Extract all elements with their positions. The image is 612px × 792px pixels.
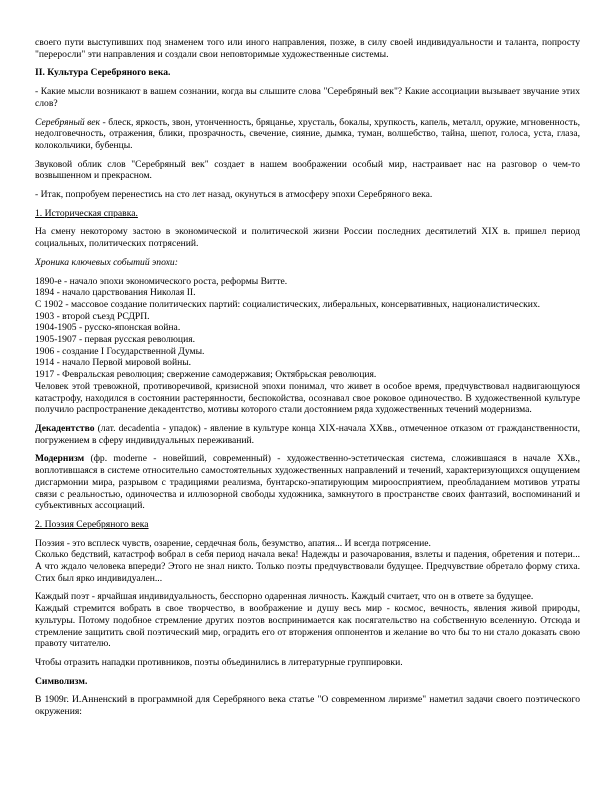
- symbolism-heading: Символизм.: [35, 675, 88, 687]
- chronicle-item: С 1902 - массовое создание политических партий: социалистических, либеральных, консервативных, националистических.: [35, 298, 541, 310]
- document-body: [35, 37, 580, 725]
- intro-paragraph: своего пути выступивших под знаменем того или иного направления, позже, в силу своей индивидуальности и таланта, попросту "переросли" эти направления и создали свои неповторимые художественные системы.: [35, 37, 580, 60]
- poetry-line: Поэзия - это всплеск чувств, озарение, сердечная боль, безумство, апатия... И всегда потрясение.: [35, 537, 431, 549]
- question-paragraph: - Какие мысли возникают в вашем сознании, когда вы слышите слова "Серебряный век"? Какие ассоциации вызывает звучание этих слов?: [35, 86, 580, 109]
- decadence-term: Декадентство: [35, 422, 95, 434]
- associations-paragraph: [35, 117, 580, 152]
- chronicle-item: 1894 - начало царствования Николая II.: [35, 287, 196, 299]
- poet-line: Каждый стремится вобрать в свое творчество, в воображение и душу весь мир - космос, вечность, явления живой природы, культуры. Потому подобное стремление других поэтов воспринимается как посягательство на собственную вселенную. Отсюда и стремление защитить свой поэтический мир, оградить его от вторжения оппонентов и желание во что бы то ни стало доказать свою правоту читателю.: [35, 603, 580, 650]
- modernism-term: Модернизм: [35, 453, 85, 465]
- poetry-line: Сколько бедствий, катастроф вобрал в себя период начала века! Надежды и разочарования, взлеты и падения, обретения и потери... А что ждало человека впереди? Этого не знал никто. Только поэты предчувствовали будущее. Предчувствие обретало форму стиха. Стих был ярко индивидуален...: [35, 549, 580, 584]
- chronicle-item: 1914 - начало Первой мировой войны.: [35, 357, 192, 369]
- chronicle-item: 1905-1907 - первая русская революция.: [35, 334, 196, 346]
- section-heading-culture: II. Культура Серебряного века.: [35, 67, 171, 79]
- decadence-text: (лат. decadentia - упадок) - явление в культуре конца XIX-начала XXвв., отмеченное отказом от гражданственности, погружением в сферу индивидуальных переживаний.: [35, 422, 580, 446]
- transfer-paragraph: - Итак, попробуем перенестись на сто лет назад, окунуться в атмосферу эпохи Серебряного века.: [35, 189, 433, 201]
- modernism-text: (фр. moderne - новейший, современный) - художественно-эстетическая система, сложившаяся в начале XXв., воплотившаяся в системе относительно самостоятельных художественных направлений и течений, характеризующихся ощущением дисгармонии мира, разрывом с традициями реализма, бунтарско-эпатирующим мироосприятием, преобладанием мотивов утраты связи с реальностью, одиночества и иллюзорной свободы художника, замкнутого в пространстве своих фантазий, воспоминаний и субъективных ассоциаций.: [35, 453, 580, 512]
- historical-note-paragraph: На смену некоторому застою в экономической и политической жизни России последних десятилетий XIX в. пришел период социальных, политических потрясений.: [35, 226, 580, 250]
- poet-block: [35, 591, 580, 650]
- associations-text: - блеск, яркость, звон, утонченность, бряцанье, хрусталь, бокалы, хрупкость, капель, металл, оружие, мгновенность, недолговечность, отражения, блики, прозрачность, свечение, сияние, дымка, туман, волшебство, тайна, шепот, голоса, уста, глаза, колокольчики, бубенцы.: [35, 116, 580, 151]
- person-paragraph: Человек этой тревожной, противоречивой, кризисной эпохи понимал, что живет в особое время, предчувствовал надвигающуюся катастрофу, находился в состоянии растерянности, беспокойства, осознавал свое роковое одиночество. В художественной культуре получило распространение декадентство, мотивы которого стали достоянием ряда художественных течений модернизма.: [35, 380, 580, 416]
- poet-line: Каждый поэт - ярчайшая индивидуальность, бесспорно одаренная личность. Каждый считает, что он в ответе за будущее.: [35, 591, 534, 603]
- groups-paragraph: Чтобы отразить нападки противников, поэты объединились в литературные группировки.: [35, 656, 403, 668]
- decadence-paragraph: [35, 423, 580, 446]
- historical-note-heading: 1. Историческая справка.: [35, 207, 138, 219]
- chronicle-item: 1890-е - начало эпохи экономического роста, реформы Витте.: [35, 275, 288, 287]
- chronicle-item: 1904-1905 - русско-японская война.: [35, 322, 181, 334]
- chronicle-item: 1917 - Февральская революция; свержение самодержавия; Октябрьская революция.: [35, 369, 377, 381]
- associations-term: Серебряный век: [35, 116, 101, 128]
- annensky-paragraph: В 1909г. И.Анненский в программной для Серебряного века статье "О современном лиризме" наметил задачи своего поэтического окружения:: [35, 694, 580, 718]
- chronicle-heading: Хроника ключевых событий эпохи:: [35, 256, 178, 268]
- chronicle-item: 1906 - создание I Государственной Думы.: [35, 345, 205, 357]
- chronicle-item: 1903 - второй съезд РСДРП.: [35, 310, 150, 322]
- modernism-paragraph: [35, 453, 580, 512]
- sound-image-paragraph: Звуковой облик слов "Серебряный век" создает в нашем воображении особый мир, настраивает нас на разговор о чем-то возвышенном и прекрасном.: [35, 158, 580, 182]
- poetry-heading: 2. Поэзия Серебряного века: [35, 518, 149, 530]
- poetry-block: [35, 538, 580, 585]
- chronicle-list: [35, 276, 580, 416]
